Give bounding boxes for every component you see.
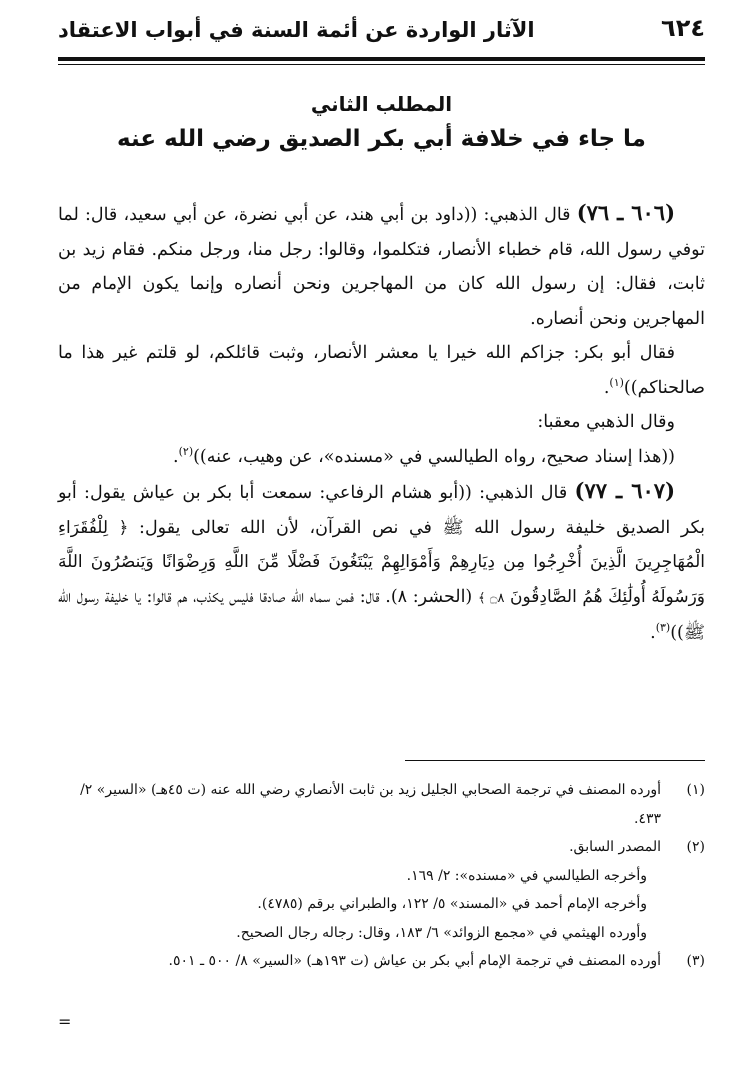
header-rule-thick: [58, 57, 705, 61]
page-number: ٦٢٤: [661, 14, 705, 42]
paragraph-606b: فقال أبو بكر: جزاكم الله خيرا يا معشر الأنصار، وثبت قائلكم، لو قلتم غير هذا ما صالحناكم))$^{(١)}$.: [58, 343, 705, 398]
footnote-2: [58, 833, 705, 947]
header-rule-thin: [58, 64, 705, 65]
paragraph-text: قال الذهبي: ((داود بن أبي هند، عن أبي نضرة، عن أبي سعيد، قال: لما توفي رسول الله، قام خطباء الأنصار، فتكلموا، وقالوا: رجل منا، ورجل منكم. فقام زيد بن ثابت، فقال: إن رسول الله كان من المهاجرين ونحن أنصاره وإنما يكون الإمام من المهاجرين ونحن أنصاره.: [58, 205, 705, 329]
paragraph-606d: ((هذا إسناد صحيح، رواه الطيالسي في «مسنده»، عن وهيب، عنه))$^{(٢)}$.: [173, 444, 675, 467]
paragraph-text: ((هذا إسناد صحيح، رواه الطيالسي في «مسنده»، عن وهيب، عنه)): [193, 446, 675, 467]
footnote-1: [58, 776, 705, 833]
narration-number: (٦٠٧ ـ ٧٧): [574, 478, 675, 503]
footnote-ref[interactable]: (٣): [655, 621, 671, 635]
section-heading: المطلب الثاني: [310, 92, 453, 116]
footnote-marker: (٢): [686, 839, 705, 855]
footnote-ref[interactable]: (٢): [178, 444, 194, 458]
narration-number: (٦٠٦ ـ ٧٦): [576, 200, 675, 225]
running-title: الآثار الواردة عن أئمة السنة في أبواب الاعتقاد: [58, 18, 535, 42]
footnote-line: وأخرجه الطيالسي في «مسنده»: ٢/ ١٦٩.: [406, 867, 647, 884]
paragraph-607: (٦٠٧ ـ ٧٧) قال الذهبي: ((أبو هشام الرفاعي: سمعت أبا بكر بن عياش يقول: أبو بكر الصديق خليفة رسول الله ﷺ في نص القرآن، لأن الله تعالى يقول: ﴿ لِلْفُقَرَاءِ الْمُهَاجِرِينَ الَّذِينَ أُخْرِجُوا مِن دِيَارِهِمْ وَأَمْوَالِهِمْ يَبْتَغُونَ فَضْلًا مِّنَ اللَّهِ وَرِضْوَانًا وَيَنصُرُونَ اللَّهَ وَرَسُولَهُ أُولَٰئِكَ هُمُ الصَّادِقُونَ ۝٨ ﴾ (الحشر: ٨). قال: فمن سماه الله صادقا فليس يكذب، هم قالوا: يا خليفة رسول الله ﷺ))$^{(٣)}$.: [58, 478, 706, 643]
footnote-marker: (١): [686, 782, 705, 798]
paragraph-606c: وقال الذهبي معقبا:: [537, 412, 675, 432]
main-text: [58, 196, 705, 651]
paragraph-606: [58, 196, 705, 336]
paragraph-text: قال الذهبي: ((أبو هشام الرفاعي: سمعت أبا بكر بن عياش يقول: أبو بكر الصديق خليفة رسول الله ﷺ في نص القرآن، لأن الله تعالى يقول:: [58, 483, 706, 538]
footnote-line: وأورده الهيثمي في «مجمع الزوائد» ٦/ ١٨٣، وقال: رجاله رجال الصحيح.: [236, 924, 647, 941]
footnote-3: [58, 947, 705, 976]
footnote-rule: [405, 760, 705, 761]
continuation-mark: =: [58, 1012, 72, 1031]
section-title: ما جاء في خلافة أبي بكر الصديق رضي الله عنه: [117, 126, 646, 152]
quran-verse: ﴿ لِلْفُقَرَاءِ الْمُهَاجِرِينَ الَّذِينَ أُخْرِجُوا مِن دِيَارِهِمْ وَأَمْوَالِهِمْ يَبْتَغُونَ فَضْلًا مِّنَ اللَّهِ وَرِضْوَانًا وَيَنصُرُونَ اللَّهَ وَرَسُولَهُ أُولَٰئِكَ هُمُ الصَّادِقُونَ: [58, 517, 706, 607]
footnote-line: وأخرجه الإمام أحمد في «المسند» ٥/ ١٢٢، والطبراني برقم (٤٧٨٥).: [257, 896, 647, 912]
page-header: [58, 14, 705, 46]
footnote-ref[interactable]: (١): [609, 375, 624, 389]
footnote-text: أورده المصنف في ترجمة الإمام أبي بكر بن عياش (ت ١٩٣هـ) «السير» ٨/ ٥٠٠ ـ ٥٠١.: [168, 953, 661, 969]
footnote-text: المصدر السابق.: [569, 839, 661, 855]
verse-number-mark: ۝٨ ﴾: [477, 590, 505, 606]
footnotes: [58, 776, 705, 976]
footnote-marker: (٣): [686, 953, 705, 969]
paragraph-text: (الحشر: ٨). قال: فمن سماه الله صادقا فليس يكذب، هم قالوا: يا خليفة رسول الله ﷺ)): [58, 586, 705, 643]
paragraph-text: فقال أبو بكر: جزاكم الله خيرا يا معشر الأنصار، وثبت قائلكم، لو قلتم غير هذا ما صالحناكم)): [58, 343, 705, 398]
footnote-text: أورده المصنف في ترجمة الصحابي الجليل زيد بن ثابت الأنصاري رضي الله عنه (ت ٤٥هـ) «السير» ٢/ ٤٣٣.: [80, 782, 661, 827]
